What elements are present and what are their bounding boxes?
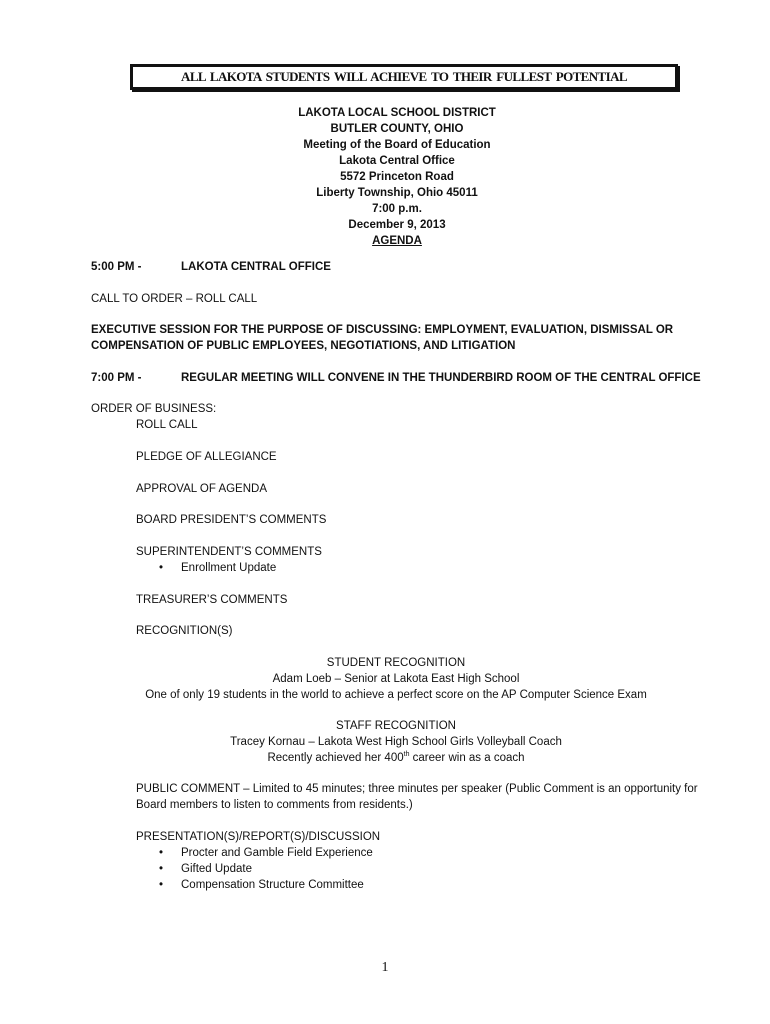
student-recognition-desc: One of only 19 students in the world to achieve a perfect score on the AP Computer Science Exam [145, 689, 647, 701]
student-recognition-title: STUDENT RECOGNITION [326, 657, 466, 669]
approval-of-agenda: APPROVAL OF AGENDA [136, 483, 268, 495]
treasurer-comments: TREASURER’S COMMENTS [136, 594, 288, 606]
meeting-title: Meeting of the Board of Education [303, 139, 491, 151]
roll-call: ROLL CALL [136, 419, 198, 431]
district-name: LAKOTA LOCAL SCHOOL DISTRICT [298, 107, 496, 119]
office-name: Lakota Central Office [339, 155, 455, 167]
presentations-heading: PRESENTATION(S)/REPORT(S)/DISCUSSION [136, 831, 381, 843]
county-name: BUTLER COUNTY, OHIO [330, 123, 464, 135]
staff-desc-sup: th [403, 751, 410, 759]
list-item-text: Gifted Update [181, 863, 252, 875]
executive-session-line2: COMPENSATION OF PUBLIC EMPLOYEES, NEGOTIATIONS, AND LITIGATION [91, 340, 516, 352]
student-recognition-name: Adam Loeb – Senior at Lakota East High School [272, 673, 520, 685]
call-to-order: CALL TO ORDER – ROLL CALL [91, 293, 258, 305]
street-address: 5572 Princeton Road [340, 171, 454, 183]
agenda-title: AGENDA [372, 235, 422, 247]
session1-location: LAKOTA CENTRAL OFFICE [181, 261, 331, 273]
session1-time: 5:00 PM - [91, 261, 142, 273]
staff-desc-post: career win as a coach [409, 752, 525, 764]
session2-text: REGULAR MEETING WILL CONVENE IN THE THUNDERBIRD ROOM OF THE CENTRAL OFFICE [181, 372, 701, 384]
list-item-text: Compensation Structure Committee [181, 879, 364, 891]
bullet-icon: • [159, 879, 164, 891]
city-address: Liberty Township, Ohio 45011 [316, 187, 478, 199]
staff-recognition-name: Tracey Kornau – Lakota West High School Girls Volleyball Coach [230, 736, 562, 748]
board-president-comments: BOARD PRESIDENT’S COMMENTS [136, 514, 327, 526]
staff-recognition-desc [90, 750, 702, 766]
staff-recognition-title: STAFF RECOGNITION [336, 720, 456, 732]
motto-banner [130, 64, 678, 90]
meeting-date: December 9, 2013 [348, 219, 446, 231]
superintendent-comments: SUPERINTENDENT’S COMMENTS [136, 546, 322, 558]
public-comment-line1: PUBLIC COMMENT – Limited to 45 minutes; three minutes per speaker (Public Comment is an opportunity for [136, 783, 698, 795]
list-item-text: Procter and Gamble Field Experience [181, 847, 373, 859]
pledge-of-allegiance: PLEDGE OF ALLEGIANCE [136, 451, 277, 463]
order-of-business-heading: ORDER OF BUSINESS: [91, 403, 217, 415]
executive-session-line1: EXECUTIVE SESSION FOR THE PURPOSE OF DISCUSSING: EMPLOYMENT, EVALUATION, DISMISSAL OR [91, 324, 674, 336]
recognitions-heading: RECOGNITION(S) [136, 625, 233, 637]
public-comment-line2: Board members to listen to comments from residents.) [136, 799, 413, 811]
list-item-text: Enrollment Update [181, 562, 277, 574]
staff-desc-pre: Recently achieved her 400 [267, 752, 404, 764]
bullet-icon: • [159, 847, 164, 859]
page-number: 1 [381, 960, 389, 975]
meeting-time: 7:00 p.m. [372, 203, 422, 215]
bullet-icon: • [159, 863, 164, 875]
session2-time: 7:00 PM - [91, 372, 142, 384]
bullet-icon: • [159, 562, 164, 574]
motto-text: ALL LAKOTA STUDENTS WILL ACHIEVE TO THEIR FULLEST POTENTIAL [181, 69, 627, 84]
meeting-header [200, 105, 594, 249]
